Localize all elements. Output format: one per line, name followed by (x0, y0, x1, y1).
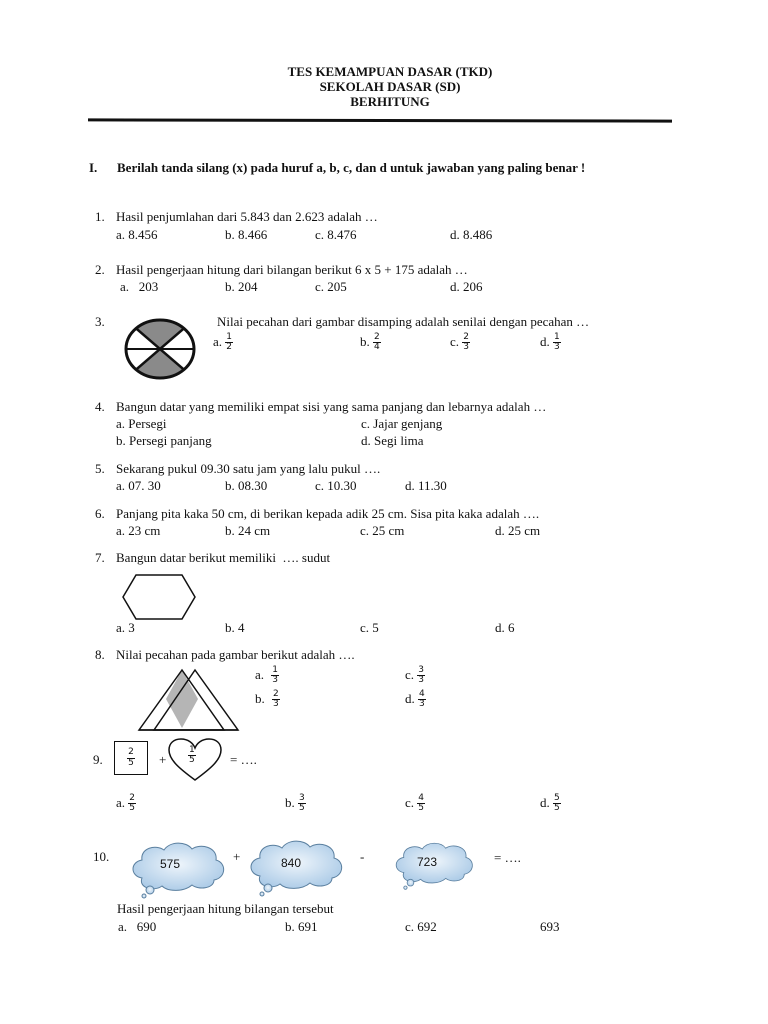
q2-option-d[interactable]: d. 206 (450, 279, 483, 294)
q3-text: Nilai pecahan dari gambar disamping adalah senilai dengan pecahan … (217, 314, 590, 329)
q9-option-b[interactable] (285, 794, 306, 814)
section-number: I. (89, 160, 98, 175)
q8-option-a[interactable] (255, 666, 279, 686)
q10-text: Hasil pengerjaan hitung bilangan tersebut (117, 901, 334, 916)
q4-option-a[interactable]: a. Persegi (116, 416, 167, 431)
q10-cloud-2-value: 840 (281, 856, 302, 870)
q10-option-b[interactable]: b. 691 (285, 919, 318, 934)
q2-option-a[interactable]: a. 203 (120, 279, 159, 294)
title-line-3: BERHITUNG (350, 94, 430, 109)
q9-option-c-fraction: $\frac{4}{5}$ (418, 793, 425, 814)
q10-equals: = …. (494, 850, 521, 865)
q4-option-d[interactable]: d. Segi lima (361, 433, 424, 448)
q5-option-b[interactable]: b. 08.30 (225, 478, 268, 493)
q9-square-box (114, 741, 148, 775)
q10-option-c[interactable]: c. 692 (405, 919, 437, 934)
q3-option-d-fraction: $\frac{1}{3}$ (554, 332, 560, 353)
q3-option-c[interactable] (450, 333, 470, 353)
q3-option-a[interactable] (213, 333, 233, 353)
q8-option-d[interactable] (405, 690, 426, 710)
q5-text: Sekarang pukul 09.30 satu jam yang lalu pukul …. (116, 461, 381, 476)
q8-triangle-figure (138, 668, 240, 732)
q3-option-c-label: c. (450, 333, 460, 349)
q7-option-b[interactable]: b. 4 (225, 620, 245, 635)
q3-option-a-label: a. (213, 333, 223, 349)
q9-option-a-fraction: $\frac{2}{5}$ (129, 793, 136, 814)
q9-option-b-label: b. (285, 794, 295, 810)
q3-number: 3. (95, 314, 105, 329)
q8-option-d-fraction: $\frac{4}{3}$ (419, 689, 425, 710)
q8-number: 8. (95, 647, 105, 662)
q4-text: Bangun datar yang memiliki empat sisi yang sama panjang dan lebarnya adalah … (116, 399, 547, 414)
q8-option-a-label: a. (255, 666, 265, 682)
q9-heart-fraction-wrap (188, 746, 196, 766)
q10-number: 10. (93, 849, 110, 864)
q2-number: 2. (95, 262, 105, 277)
q7-hexagon-figure (122, 574, 196, 620)
header-divider (88, 118, 672, 122)
q9-plus: + (159, 752, 167, 767)
q2-option-c[interactable]: c. 205 (315, 279, 347, 294)
q9-option-d-fraction: $\frac{5}{5}$ (554, 793, 560, 814)
q3-option-c-fraction: $\frac{2}{3}$ (463, 332, 470, 353)
q9-heart-fraction: $\frac{1}{5}$ (189, 745, 195, 766)
q9-number: 9. (93, 752, 103, 767)
q10-minus: - (360, 849, 365, 864)
q6-option-d[interactable]: d. 25 cm (495, 523, 541, 538)
q9-option-d-label: d. (540, 794, 550, 810)
q6-option-b[interactable]: b. 24 cm (225, 523, 271, 538)
section-instruction: Berilah tanda silang (x) pada huruf a, b, c, dan d untuk jawaban yang paling benar ! (117, 160, 586, 175)
q7-option-c[interactable]: c. 5 (360, 620, 379, 635)
q6-number: 6. (95, 506, 105, 521)
q3-option-b-fraction: $\frac{2}{4}$ (374, 332, 380, 353)
q6-option-a[interactable]: a. 23 cm (116, 523, 161, 538)
q3-option-b[interactable] (360, 333, 381, 353)
q9-option-a-label: a. (116, 794, 126, 810)
q8-text: Nilai pecahan pada gambar berikut adalah …. (116, 647, 355, 662)
q5-option-a[interactable]: a. 07. 30 (116, 478, 161, 493)
q3-option-a-fraction: $\frac{1}{2}$ (226, 332, 233, 353)
q8-option-b[interactable] (255, 690, 280, 710)
q1-number: 1. (95, 209, 105, 224)
q8-option-b-fraction: $\frac{2}{3}$ (273, 689, 279, 710)
q3-option-b-label: b. (360, 333, 370, 349)
q6-text: Panjang pita kaka 50 cm, di berikan kepada adik 25 cm. Sisa pita kaka adalah …. (116, 506, 540, 521)
q10-plus: + (233, 849, 241, 864)
q9-option-c[interactable] (405, 794, 425, 814)
q1-option-b[interactable]: b. 8.466 (225, 227, 268, 242)
q7-text: Bangun datar berikut memiliki …. sudut (116, 550, 331, 565)
q9-option-b-fraction: $\frac{3}{5}$ (299, 793, 305, 814)
q5-option-c[interactable]: c. 10.30 (315, 478, 357, 493)
q7-option-a[interactable]: a. 3 (116, 620, 135, 635)
title-line-2: SEKOLAH DASAR (SD) (319, 79, 461, 94)
q5-number: 5. (95, 461, 105, 476)
q7-number: 7. (95, 550, 105, 565)
q8-option-c[interactable] (405, 666, 425, 686)
q1-text: Hasil penjumlahan dari 5.843 dan 2.623 adalah … (116, 209, 378, 224)
q9-option-d[interactable] (540, 794, 561, 814)
q2-text: Hasil pengerjaan hitung dari bilangan berikut 6 x 5 + 175 adalah … (116, 262, 468, 277)
q4-number: 4. (95, 399, 105, 414)
q9-equals: = …. (230, 752, 257, 767)
q9-option-a[interactable] (116, 794, 136, 814)
q10-option-d[interactable]: 693 (540, 919, 560, 934)
q7-option-d[interactable]: d. 6 (495, 620, 515, 635)
q10-cloud-3-value: 723 (417, 855, 438, 869)
q1-option-d[interactable]: d. 8.486 (450, 227, 493, 242)
q10-cloud-1-value: 575 (160, 857, 181, 871)
q1-option-c[interactable]: c. 8.476 (315, 227, 357, 242)
q8-option-c-label: c. (405, 666, 415, 682)
q5-option-d[interactable]: d. 11.30 (405, 478, 447, 493)
q1-option-a[interactable]: a. 8.456 (116, 227, 158, 242)
q10-option-a[interactable]: a. 690 (118, 919, 157, 934)
q9-box-fraction: 2 5 (128, 747, 134, 768)
q8-option-b-label: b. (255, 690, 265, 706)
q2-option-b[interactable]: b. 204 (225, 279, 258, 294)
title-line-1: TES KEMAMPUAN DASAR (TKD) (287, 64, 493, 79)
q8-option-d-label: d. (405, 690, 415, 706)
q4-option-c[interactable]: c. Jajar genjang (361, 416, 443, 431)
q8-option-c-fraction: $\frac{3}{3}$ (418, 665, 425, 686)
q3-option-d[interactable] (540, 333, 561, 353)
q9-option-c-label: c. (405, 794, 415, 810)
q3-circle-figure (124, 318, 196, 380)
q6-option-c[interactable]: c. 25 cm (360, 523, 405, 538)
q4-option-b[interactable]: b. Persegi panjang (116, 433, 212, 448)
q8-option-a-fraction: $\frac{1}{3}$ (272, 665, 279, 686)
q3-option-d-label: d. (540, 333, 550, 349)
